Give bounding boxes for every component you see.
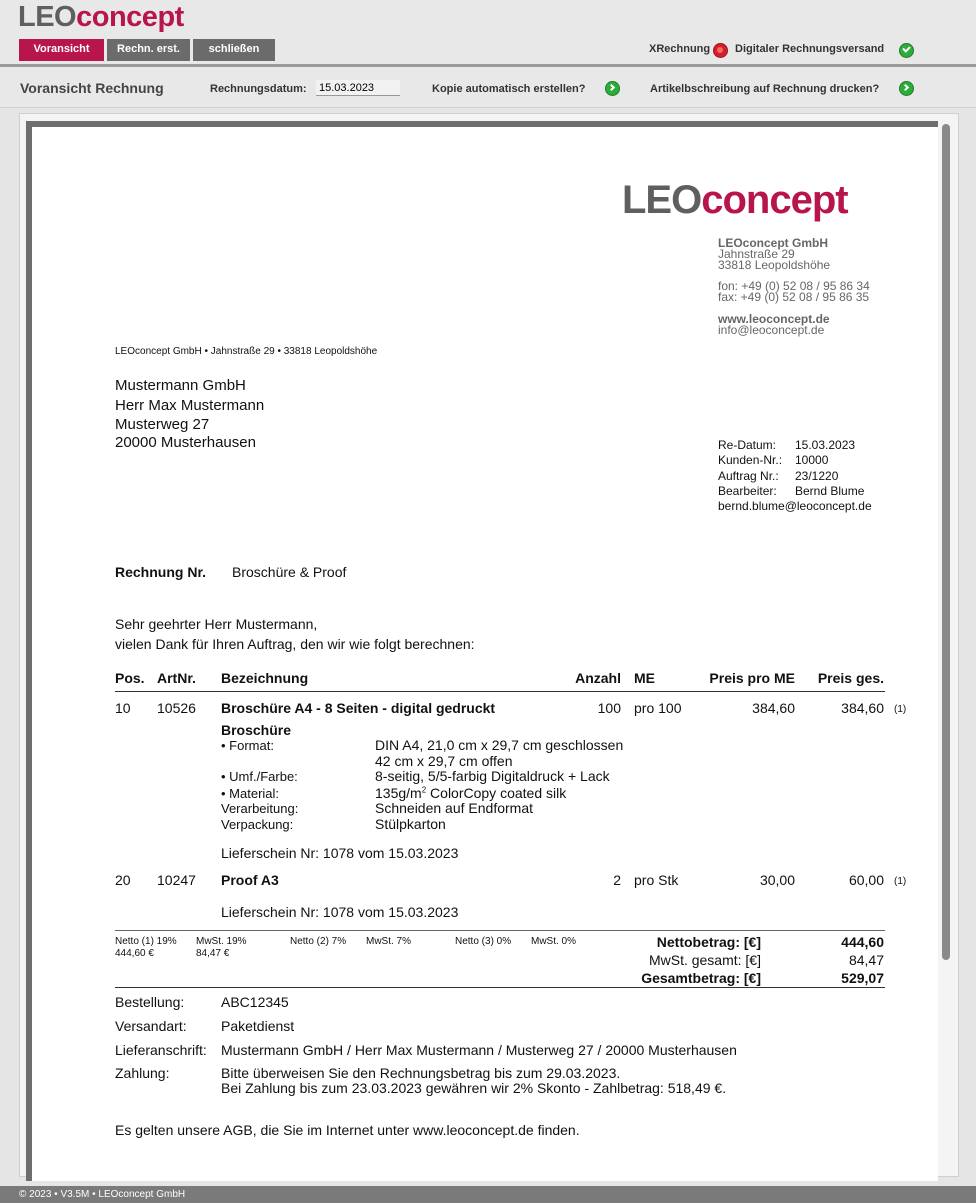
recipient-line: Musterweg 27 bbox=[115, 416, 210, 433]
print-description-label: Artikelbschreibung auf Rechnung drucken? bbox=[650, 83, 880, 95]
item-tax-marker: (1) bbox=[894, 704, 907, 715]
digital-dispatch-check-icon[interactable] bbox=[899, 43, 914, 58]
details-processing: Schneiden auf Endformat bbox=[375, 800, 533, 816]
shipping-method: Paketdienst bbox=[221, 1018, 295, 1034]
gross-total-label: Gesamtbetrag: [€] bbox=[641, 970, 761, 986]
digital-dispatch-label: Digitaler Rechnungsversand bbox=[735, 43, 885, 55]
shipping-label: Versandart: bbox=[115, 1018, 187, 1034]
auto-copy-label: Kopie automatisch erstellen? bbox=[432, 83, 586, 95]
meta-customer-label: Kunden-Nr.: bbox=[718, 453, 783, 467]
preview-button[interactable]: Voransicht bbox=[19, 39, 104, 61]
payment-label: Zahlung: bbox=[115, 1065, 170, 1081]
recipient-line: 20000 Musterhausen bbox=[115, 434, 256, 451]
item-quantity: 2 bbox=[613, 872, 621, 888]
item-pos: 20 bbox=[115, 872, 131, 888]
meta-date: 15.03.2023 bbox=[795, 438, 856, 452]
item-description: Proof A3 bbox=[221, 872, 279, 888]
preview-toolbar bbox=[0, 67, 976, 108]
tax-vat-1-value: 84,47 € bbox=[196, 948, 230, 959]
details-format: DIN A4, 21,0 cm x 29,7 cm geschlossen bbox=[375, 737, 624, 753]
meta-editor: Bernd Blume bbox=[795, 484, 865, 498]
top-bar bbox=[0, 0, 976, 66]
sender-street: Jahnstraße 29 bbox=[718, 247, 795, 261]
meta-email: bernd.blume@leoconcept.de bbox=[718, 499, 872, 513]
app-footer: © 2023 • V3.5M • LEOconcept GmbH bbox=[0, 1186, 976, 1203]
details-packaging: Stülpkarton bbox=[375, 816, 446, 832]
vat-total-label: MwSt. gesamt: [€] bbox=[648, 952, 761, 968]
vat-total: 84,47 bbox=[848, 952, 884, 968]
table-header-rule bbox=[115, 691, 885, 692]
intro-text: vielen Dank für Ihren Auftrag, den wir wie folgt berechnen: bbox=[115, 636, 475, 652]
item-quantity: 100 bbox=[597, 700, 621, 716]
recipient-line: Mustermann GmbH bbox=[115, 377, 246, 394]
tax-net-3-label: Netto (3) 0% bbox=[455, 936, 512, 947]
xrechnung-label: XRechnung bbox=[649, 43, 711, 55]
payment-terms: Bitte überweisen Sie den Rechnungsbetrag bis zum 29.03.2023. bbox=[221, 1065, 621, 1081]
col-description: Bezeichnung bbox=[221, 670, 309, 686]
sender-fax: fax: +49 (0) 52 08 / 95 86 35 bbox=[718, 290, 870, 304]
details-format-label: • Format: bbox=[221, 738, 274, 753]
meta-customer: 10000 bbox=[795, 453, 829, 467]
details-material-label: • Material: bbox=[221, 786, 280, 801]
details-color-label: • Umf./Farbe: bbox=[221, 769, 298, 784]
invoice-number-label: Rechnung Nr. bbox=[115, 564, 207, 580]
meta-date-label: Re-Datum: bbox=[718, 438, 777, 452]
close-button[interactable]: schließen bbox=[193, 39, 275, 61]
item-description: Broschüre A4 - 8 Seiten - digital gedruckt bbox=[221, 700, 496, 716]
col-artnr: ArtNr. bbox=[157, 670, 196, 686]
scrollbar[interactable] bbox=[942, 124, 950, 960]
details-format-open: 42 cm x 29,7 cm offen bbox=[375, 753, 513, 769]
tax-net-1-value: 444,60 € bbox=[115, 948, 154, 959]
invoice-date-label: Rechnungsdatum: bbox=[210, 83, 307, 95]
recipient-line: Herr Max Mustermann bbox=[115, 397, 265, 414]
item-unit-price: 30,00 bbox=[759, 872, 795, 888]
item-tax-marker: (1) bbox=[894, 876, 907, 887]
order-ref-label: Bestellung: bbox=[115, 994, 185, 1010]
sender-company: LEOconcept GmbH bbox=[718, 236, 829, 250]
totals-rule bbox=[115, 987, 885, 988]
page-title: Voransicht Rechnung bbox=[20, 80, 164, 96]
tax-rule bbox=[115, 930, 885, 931]
item-total: 60,00 bbox=[848, 872, 884, 888]
tax-vat-1-label: MwSt. 19% bbox=[196, 936, 247, 947]
sender-line: LEOconcept GmbH • Jahnstraße 29 • 33818 Leopoldshöhe bbox=[115, 346, 378, 357]
item-artnr: 10526 bbox=[157, 700, 196, 716]
tax-vat-2-label: MwSt. 7% bbox=[366, 936, 412, 947]
xrechnung-toggle-icon[interactable] bbox=[713, 43, 728, 58]
greeting: Sehr geehrter Herr Mustermann, bbox=[115, 616, 318, 632]
col-unit-price: Preis pro ME bbox=[709, 670, 795, 686]
details-heading: Broschüre bbox=[221, 722, 292, 738]
col-unit: ME bbox=[634, 670, 655, 686]
delivery-note: Lieferschein Nr: 1078 vom 15.03.2023 bbox=[221, 845, 459, 861]
item-artnr: 10247 bbox=[157, 872, 196, 888]
print-description-toggle-icon[interactable] bbox=[899, 81, 914, 96]
sender-phone: fon: +49 (0) 52 08 / 95 86 34 bbox=[718, 279, 870, 293]
terms-notice: Es gelten unsere AGB, die Sie im Internet unter www.leoconcept.de finden. bbox=[115, 1122, 580, 1138]
meta-order-label: Auftrag Nr.: bbox=[718, 469, 779, 483]
details-color: 8-seitig, 5/5-farbig Digitaldruck + Lack bbox=[375, 768, 610, 784]
item-unit-price: 384,60 bbox=[752, 700, 795, 716]
net-total-label: Nettobetrag: [€] bbox=[656, 934, 761, 950]
gross-total: 529,07 bbox=[841, 970, 884, 986]
item-total: 384,60 bbox=[841, 700, 884, 716]
details-processing-label: Verarbeitung: bbox=[221, 801, 299, 816]
invoice-logo: LEOconcept bbox=[622, 178, 848, 222]
sender-city: 33818 Leopoldshöhe bbox=[718, 258, 831, 272]
meta-editor-label: Bearbeiter: bbox=[718, 484, 777, 498]
invoice-date-input[interactable] bbox=[316, 80, 400, 96]
tax-net-1-label: Netto (1) 19% bbox=[115, 936, 177, 947]
meta-order: 23/1220 bbox=[795, 469, 839, 483]
delivery-note: Lieferschein Nr: 1078 vom 15.03.2023 bbox=[221, 904, 459, 920]
item-pos: 10 bbox=[115, 700, 131, 716]
app-logo: LEOconcept bbox=[18, 1, 184, 33]
item-unit: pro 100 bbox=[634, 700, 682, 716]
delivery-address: Mustermann GmbH / Herr Max Mustermann / Musterweg 27 / 20000 Musterhausen bbox=[221, 1042, 737, 1058]
sender-email: info@leoconcept.de bbox=[718, 323, 825, 337]
auto-copy-toggle-icon[interactable] bbox=[605, 81, 620, 96]
col-quantity: Anzahl bbox=[575, 670, 621, 686]
invoice-subject: Broschüre & Proof bbox=[232, 564, 347, 580]
col-total: Preis ges. bbox=[817, 670, 884, 686]
delivery-address-label: Lieferanschrift: bbox=[115, 1042, 207, 1058]
col-pos: Pos. bbox=[115, 670, 145, 686]
details-packaging-label: Verpackung: bbox=[221, 817, 294, 832]
sender-website: www.leoconcept.de bbox=[718, 312, 830, 326]
create-invoice-button[interactable]: Rechn. erst. bbox=[107, 39, 190, 61]
order-ref: ABC12345 bbox=[221, 994, 289, 1010]
details-material: $135g/m^2$ ColorCopy coated silk bbox=[375, 785, 567, 801]
net-total: 444,60 bbox=[841, 934, 884, 950]
item-unit: pro Stk bbox=[634, 872, 679, 888]
tax-net-2-label: Netto (2) 7% bbox=[290, 936, 347, 947]
tax-vat-3-label: MwSt. 0% bbox=[531, 936, 577, 947]
payment-discount: Bei Zahlung bis zum 23.03.2023 gewähren wir 2% Skonto - Zahlbetrag: 518,49 €. bbox=[221, 1080, 727, 1096]
